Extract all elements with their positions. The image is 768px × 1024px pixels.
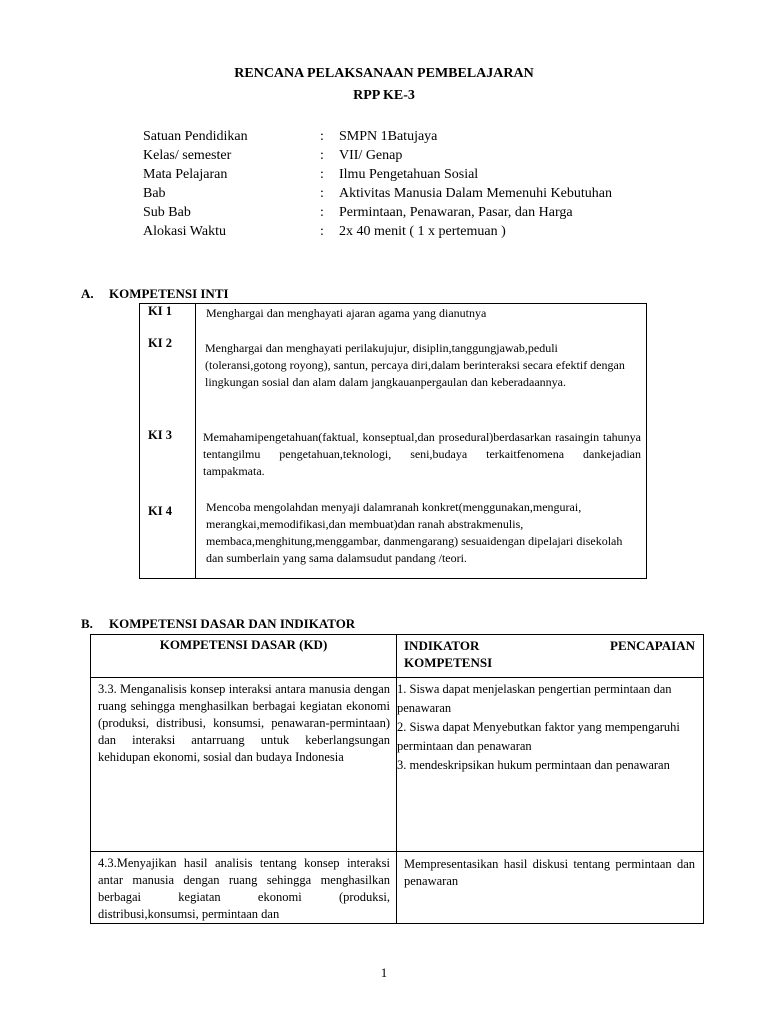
indicator-cell: [397, 678, 704, 852]
indicator-item: 2. Siswa dapat Menyebutkan faktor yang mempengaruhi permintaan dan penawaran: [397, 720, 680, 753]
identity-separator: :: [320, 205, 324, 220]
section-letter: B.: [81, 616, 93, 631]
ki-content-column: [196, 304, 647, 579]
identity-separator: :: [320, 129, 324, 144]
indicator-header-word: PENCAPAIAN: [610, 638, 695, 653]
identity-value: VII/ Genap: [339, 148, 403, 163]
table-row: [91, 852, 704, 924]
indicator-item: 1. Siswa dapat menjelaskan pengertian permintaan dan penawaran: [397, 682, 672, 715]
identity-separator: :: [320, 186, 324, 201]
indicator-header-word: INDIKATOR: [404, 638, 480, 653]
kompetensi-dasar-table: [90, 634, 704, 924]
section-letter: A.: [81, 286, 94, 301]
identity-label: Bab: [143, 186, 166, 201]
ki-label-column: [140, 304, 196, 579]
identity-value: 2x 40 menit ( 1 x pertemuan ): [339, 224, 506, 239]
identity-row: [143, 165, 612, 184]
identity-value: Permintaan, Penawaran, Pasar, dan Harga: [339, 205, 573, 220]
section-title: KOMPETENSI INTI: [109, 286, 229, 301]
identity-label: Satuan Pendidikan: [143, 129, 248, 144]
indicator-cell: Mempresentasikan hasil diskusi tentang permintaan dan penawaran: [397, 852, 704, 924]
section-title: KOMPETENSI DASAR DAN INDIKATOR: [109, 616, 356, 631]
ki-text: Menghargai dan menghayati perilakujujur, disiplin,tanggungjawab,peduli (toleransi,gotong royong), santun, percaya diri,dalam berinteraksi secara efektif dengan lingkungan sosial dan alam dalam jangkauanpergaulan dan keberadaannya.: [205, 341, 625, 389]
identity-value: SMPN 1Batujaya: [339, 129, 438, 144]
indicator-header-line: [404, 637, 695, 654]
section-b-heading: [81, 616, 355, 632]
ki-label: KI 2: [148, 336, 172, 350]
identity-block: [143, 127, 612, 241]
ki-text: Mencoba mengolahdan menyaji dalamranah konkret(menggunakan,mengurai, merangkai,memodifikasi,dan membuat)dan ranah abstrakmenulis, membaca,menghitung,menggambar, danmengarang) sesuaidengan dipelajari disekolah dan sumberlain yang sama dalamsudut pandang /teori.: [206, 500, 623, 565]
identity-separator: :: [320, 148, 324, 163]
identity-row: [143, 203, 612, 222]
table-row: [91, 678, 704, 852]
indicator-item: 3. mendeskripsikan hukum permintaan dan penawaran: [397, 758, 670, 772]
identity-value: Aktivitas Manusia Dalam Memenuhi Kebutuhan: [339, 186, 612, 201]
identity-row: [143, 222, 612, 241]
kd-cell: 4.3.Menyajikan hasil analisis tentang konsep interaksi antar manusia dengan ruang sehingga menghasilkan berbagai kegiatan ekonomi (produksi, distribusi,konsumsi, permintaan dan: [91, 852, 397, 924]
section-a-heading: [81, 286, 229, 302]
kompetensi-inti-table: [139, 303, 647, 579]
table-header-row: [91, 635, 704, 678]
identity-label: Mata Pelajaran: [143, 167, 228, 182]
ki-label: KI 1: [148, 304, 172, 318]
identity-row: [143, 184, 612, 203]
ki-text: Memahamipengetahuan(faktual, konseptual,dan prosedural)berdasarkan rasaingin tahunya tentangilmu pengetahuan,teknologi, seni,budaya terkaitfenomena dankejadian tampakmata.: [203, 430, 641, 478]
kd-cell: 3.3. Menganalisis konsep interaksi antara manusia dengan ruang sehingga menghasilkan berbagai kegiatan ekonomi (produksi, distribusi, konsumsi, penawaran-permintaan) dan interaksi antarruang untuk keberlangsungan kehidupan ekonomi, sosial dan budaya Indonesia: [91, 678, 397, 852]
identity-label: Kelas/ semester: [143, 148, 232, 163]
document-subtitle: RPP KE-3: [353, 88, 415, 103]
indicator-header-line: KOMPETENSI: [404, 655, 493, 670]
kd-column-header: KOMPETENSI DASAR (KD): [91, 635, 397, 678]
identity-row: [143, 127, 612, 146]
ki-text: Menghargai dan menghayati ajaran agama yang dianutnya: [206, 306, 487, 320]
identity-label: Alokasi Waktu: [143, 224, 226, 239]
identity-value: Ilmu Pengetahuan Sosial: [339, 167, 479, 182]
document-title: RENCANA PELAKSANAAN PEMBELAJARAN: [234, 66, 534, 81]
ki-label: KI 4: [148, 504, 172, 518]
identity-separator: :: [320, 224, 324, 239]
identity-separator: :: [320, 167, 324, 182]
indicator-column-header: [397, 635, 704, 678]
ki-label: KI 3: [148, 428, 172, 442]
identity-label: Sub Bab: [143, 205, 191, 220]
page-number: 1: [380, 965, 388, 980]
identity-row: [143, 146, 612, 165]
